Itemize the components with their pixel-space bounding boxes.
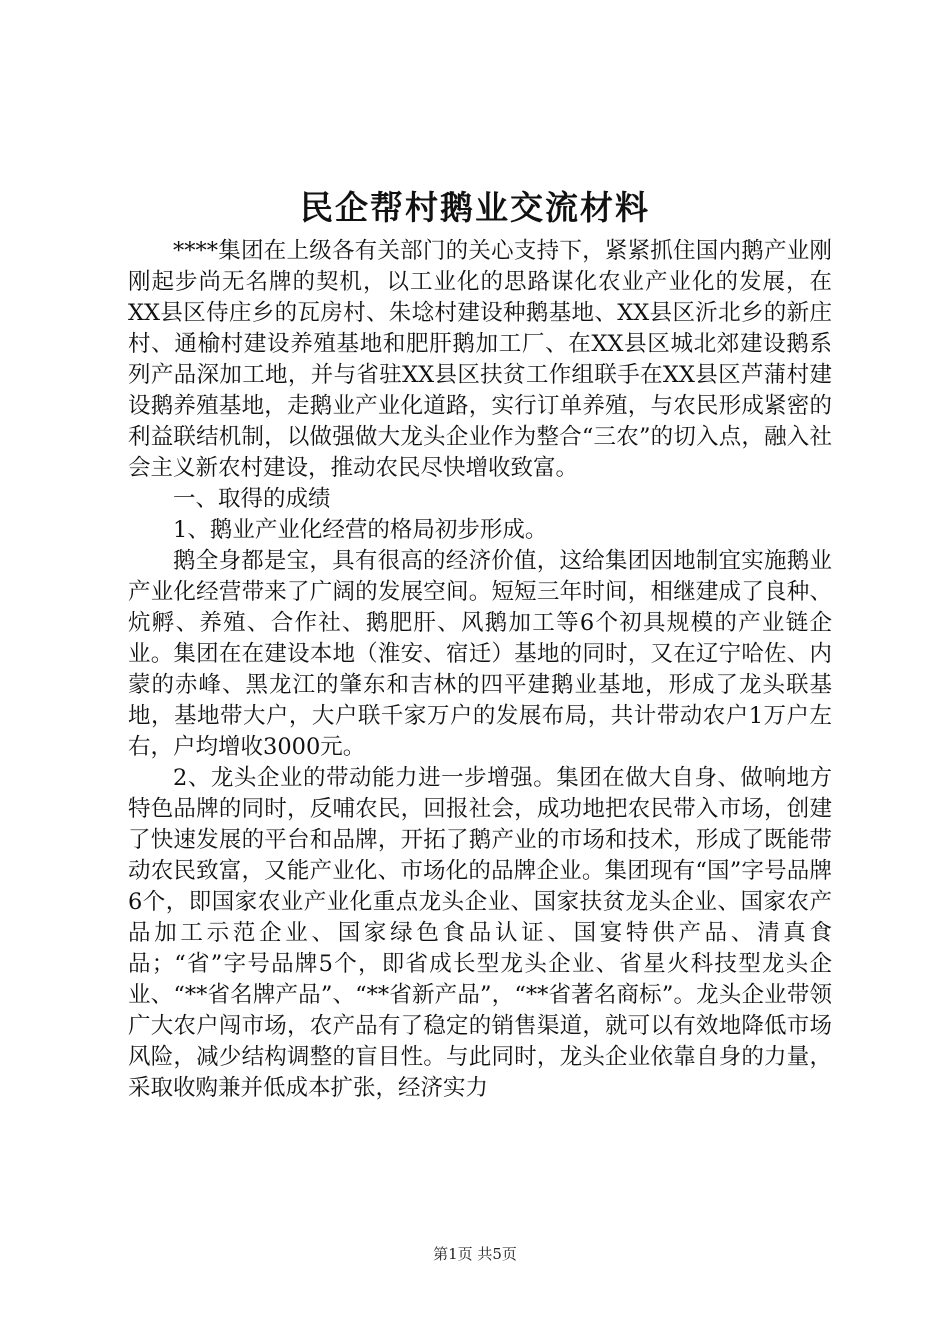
paragraph-intro: ****集团在上级各有关部门的关心支持下，紧紧抓住国内鹅产业刚刚起步尚无名牌的契机，以工业化的思路谋化农业产业化的发展，在XX县区侍庄乡的瓦房村、朱埝村建设种鹅基地、XX县区沂北乡的新庄村、通榆村建设养殖基地和肥肝鹅加工厂、在XX县区城北郊建设鹅系列产品深加工地，并与省驻XX县区扶贫工作组联手在XX县区芦蒲村建设鹅养殖基地，走鹅业产业化道路，实行订单养殖，与农民形成紧密的利益联结机制，以做强做大龙头企业作为整合“三农”的切入点，融入社会主义新农村建设，推动农民尽快增收致富。	[128, 238, 832, 481]
paragraph-leading-enterprise: 2、龙头企业的带动能力进一步增强。集团在做大自身、做响地方特色品牌的同时，反哺农民，回报社会，成功地把农民带入市场，创建了快速发展的平台和品牌，开拓了鹅产业的市场和技术，形成了既能带动农民致富，又能产业化、市场化的品牌企业。集团现有“国”字号品牌6个，即国家农业产业化重点龙头企业、国家扶贫龙头企业、国家农产品加工示范企业、国家绿色食品认证、国宴特供产品、清真食品；“省”字号品牌5个，即省成长型龙头企业、省星火科技型龙头企业、“**省名牌产品”、“**省新产品”，“**省著名商标”。龙头企业带领广大农户闯市场，农产品有了稳定的销售渠道，就可以有效地降低市场风险，减少结构调整的盲目性。与此同时，龙头企业依靠自身的力量，采取收购兼并低成本扩张，经济实力	[128, 765, 832, 1101]
page-footer: 第1页 共5页	[433, 1245, 517, 1263]
paragraph-value: 鹅全身都是宝，具有很高的经济价值，这给集团因地制宜实施鹅业产业化经营带来了广阔的发展空间。短短三年时间，相继建成了良种、炕孵、养殖、合作社、鹅肥肝、风鹅加工等6个初具规模的产业链企业。集团在在建设本地（淮安、宿迁）基地的同时，又在辽宁哈佐、内蒙的赤峰、黑龙江的肇东和吉林的四平建鹅业基地，形成了龙头联基地，基地带大户，大户联千家万户的发展布局，共计带动农户1万户左右，户均增收3000元。	[128, 548, 832, 760]
subheading-1: 1、鹅业产业化经营的格局初步形成。	[173, 517, 548, 543]
section-heading-achievements: 一、取得的成绩	[173, 486, 331, 512]
document-title: 民企帮村鹅业交流材料	[300, 188, 650, 227]
document-body	[128, 236, 832, 1104]
